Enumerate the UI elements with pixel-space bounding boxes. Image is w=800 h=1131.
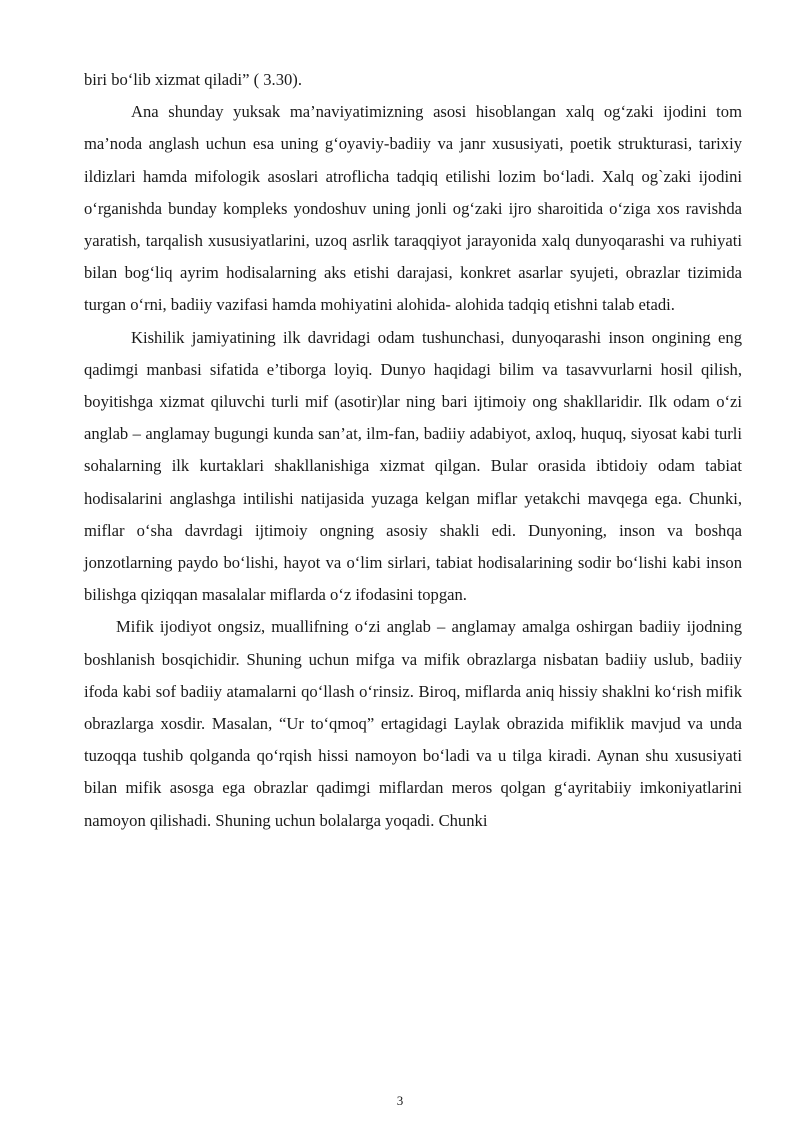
- paragraph-folklore-study: Ana shunday yuksak ma’naviyatimizning asosi hisoblangan xalq ogʻzaki ijodini tom ma’noda anglash uchun esa uning gʻoyaviy-badiiy va janr xususiyati, poetik strukturasi, tarixiy ildizlari hamda mifologik asoslari atroflicha tadqiq etilishi lozim boʻladi. Xalq og`zaki ijodini oʻrganishda bunday kompleks yondoshuv uning jonli ogʻzaki ijro sharoitida oʻziga xos ravishda yaratish, tarqalish xususiyatlarini, uzoq asrlik taraqqiyot jarayonida xalq dunyoqarashi va ruhiyati bilan bogʻliq ayrim hodisalarning aks etishi darajasi, konkret asarlar syujeti, obrazlar tizimida turgan oʻrni, badiiy vazifasi hamda mohiyatini alohida- alohida tadqiq etishni talab etadi.: [84, 102, 742, 315]
- paragraph-early-society: Kishilik jamiyatining ilk davridagi odam tushunchasi, dunyoqarashi inson ongining eng qadimgi manbasi sifatida e’tiborga loyiq. Dunyo haqidagi bilim va tasavvurlarni hosil qilish, boyitishga xizmat qiluvchi turli mif (asotir)lar ning bari ijtimoiy ong shakllaridir. Ilk odam oʻzi anglab – anglamay bugungi kunda san’at, ilm-fan, badiiy adabiyot, axloq, huquq, siyosat kabi turli sohalarning ilk kurtaklari shakllanishiga xizmat qilgan. Bular orasida ibtidoiy odam tabiat hodisalarini anglashga intilishi natijasida yuzaga kelgan miflar yetakchi mavqega ega. Chunki, miflar oʻsha davrdagi ijtimoiy ongning asosiy shakli edi. Dunyoning, inson va boshqa jonzotlarning paydo boʻlishi, hayot va oʻlim sirlari, tabiat hodisalarining sodir boʻlishi kabi inson bilishga qiziqqan masalalar miflarda oʻz ifodasini topgan.: [84, 327, 742, 605]
- document-page: [84, 64, 742, 837]
- paragraph-mythic-creativity: Mifik ijodiyot ongsiz, muallifning oʻzi anglab – anglamay amalga oshirgan badiiy ijodning boshlanish bosqichidir. Shuning uchun mifga va mifik obrazlarga nisbatan badiiy uslub, badiiy ifoda kabi sof badiiy atamalarni qoʻllash oʻrinsiz. Biroq, miflarda aniq hissiy shaklni koʻrish mifik obrazlarga xosdir. Masalan, “Ur toʻqmoq” ertagidagi Laylak obrazida mifiklik mavjud va unda tuzoqqa tushib qolganda qoʻrqish hissi namoyon boʻladi va u tilga kiradi. Aynan shu xususiyati bilan mifik asosga ega obrazlar qadimgi miflardan meros qolgan gʻayritabiiy imkoniyatlarini namoyon qilishadi. Shuning uchun bolalarga yoqadi. Chunki: [84, 617, 742, 830]
- paragraph-quote-end: biri boʻlib xizmat qiladi” ( 3.30).: [84, 70, 302, 89]
- page-number: 3: [396, 1093, 404, 1108]
